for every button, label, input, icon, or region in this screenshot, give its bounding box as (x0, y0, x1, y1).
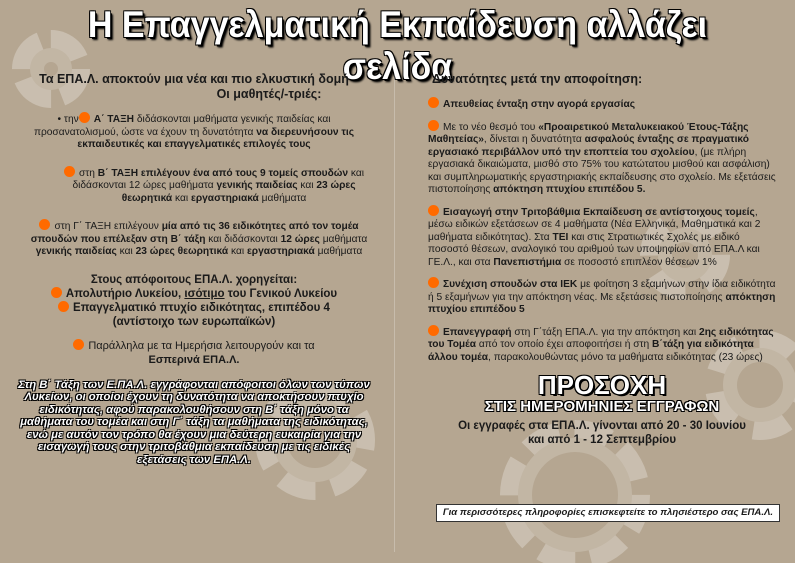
enrollment-dates-1: Οι εγγραφές στα ΕΠΑ.Λ. γίνονται από 20 - 30 Ιουνίου (458, 420, 746, 432)
bullet-icon (64, 166, 75, 177)
option-iek: Συνέχιση σπουδών στα ΙΕΚ με φοίτηση 3 εξαμήνων στην ίδια ειδικότητα ή 5 εξαμήνων για την απόκτηση νέας. Με εξετάσεις πιστοποίησης απόκτηση πτυχίου επιπέδου 5 (428, 279, 776, 315)
bullet-icon (79, 112, 90, 123)
graduates-diploma: Απολυτήριο Λυκείου, ισότιμο του Γενικού Λυκείου (18, 287, 370, 301)
bullet-icon (428, 97, 439, 108)
option-higher-education: Εισαγωγή στην Τριτοβάθμια Εκπαίδευση σε αντίστοιχους τομείς, μέσω ειδικών εξετάσεων σε 4 μαθήματα (Νέα Ελληνικά, Μαθηματικά και 2 μαθήματα ειδικότητας). Στα ΤΕΙ και στις Στρατιωτικές Σχολές με ειδικό ποσοστό θέσεων, αναλογικό του αριθμού των υποψηφίων από ΕΠΑ.Λ και ΓΕ.Λ., και στα Πανεπιστήμια σε ποσοστό επιπλέον θέσεων 1% (428, 206, 761, 268)
attention-block (428, 372, 776, 447)
bullet-icon (428, 325, 439, 336)
graduates-heading: Στους απόφοιτους ΕΠΑ.Λ. χορηγείται: (90, 273, 298, 286)
bullet-icon (428, 205, 439, 216)
parallel-block: Παράλληλα με τα Ημερήσια λειτουργούν και τα Εσπερινά ΕΠΑ.Λ. (18, 339, 370, 367)
grade-c-block: στη Γ΄ ΤΑΞΗ επιλέγουν μία από τις 36 ειδικότητες από τον τομέα σπουδών που επέλεξαν στη Β΄ τάξη και διδάσκονται 12 ώρες μαθήματα γενικής παιδείας και 23 ώρες θεωρητικά και εργαστηριακά μαθήματα (30, 221, 368, 257)
graduates-degree-note: (αντίστοιχο των ευρωπαϊκών) (112, 315, 276, 328)
right-heading: Δυνατότητες μετά την αποφοίτηση: (432, 72, 643, 86)
second-chance-text: Στη Β΄ Τάξη των Ε.ΠΑ.Λ. εγγράφονται απόφοιτοι όλων των τύπων Λυκείων, οι οποίοι έχουν τη δυνατότητα να αποκτήσουν πτυχίο ειδικότητας, αφού παρακολουθήσουν στη Β΄ τάξη μόνο τα μαθήματα του τομέα και στη Γ΄ τάξη τα μαθήματα της ειδικότητας, ενώ με αυτόν τον τρόπο θα έχουν μια δεύτερη ευκαιρία για την εισαγωγή τους στην τριτοβάθμια εκπαίδευση με τις ειδικές εξετάσεις των ΕΠΑ.Λ. (18, 378, 370, 466)
enrollment-dates-2: και από 1 - 12 Σεπτεμβρίου (527, 434, 677, 446)
option-reenrollment: Επανεγγραφή στη Γ΄τάξη ΕΠΑ.Λ. για την απόκτηση και 2ης ειδικότητας του Τομέα από τον οποίο έχει αποφοιτήσει ή στη Β΄τάξη για ειδικότητα άλλου τομέα, παρακολουθώντας μόνο τα μαθήματα ειδικότητας (23 ώρες) (428, 326, 774, 363)
footer-info: Για περισσότερες πληροφορίες επισκεφτείτε το πλησιέστερο σας ΕΠΑ.Λ. (436, 504, 780, 522)
attention-title: ΠΡΟΣΟΧΗ (537, 370, 667, 400)
grade-a-block: • την Α΄ ΤΑΞΗ διδάσκονται μαθήματα γενικής παιδείας και προσανατολισμού, ώστε να έχουν τη δυνατότητα να διερευνήσουν τις εκπαιδευτικές και επαγγελματικές επιλογές τους (33, 114, 355, 150)
option-apprenticeship: Με το νέο θεσμό του «Προαιρετικού Μεταλυκειακού Έτους-Τάξης Μαθητείας», δίνεται η δυνατότητα ασφαλούς ένταξης σε πραγματικό εργασιακό περιβάλλον υπό την εποπτεία του σχολείου, (με πλήρη εργασιακά δικαιώματα, μισθό στο 75% του κατώτατου μισθού και ασφάλιση) και συμπληρωματικής εργαστηριακής εκπαίδευσης στο σχολείο. Με εξετάσεις πιστοποίησης απόκτηση πτυχίου επιπέδου 5. (428, 121, 776, 195)
bullet-icon (73, 339, 84, 350)
column-divider (394, 62, 395, 552)
option-job-market: Απευθείας ένταξη στην αγορά εργασίας (428, 97, 776, 112)
bullet-icon (428, 277, 439, 288)
page-title: Η Επαγγελματική Εκπαίδευση αλλάζει σελίδα (87, 4, 708, 87)
right-column (428, 72, 776, 447)
bullet-icon (58, 301, 69, 312)
grade-b-block: στη Β΄ ΤΑΞΗ επιλέγουν ένα από τους 9 τομείς σπουδών και διδάσκονται 12 ώρες μαθήματα γενικής παιδείας και 23 ώρες θεωρητικά και εργαστηριακά μαθήματα (18, 166, 370, 206)
bullet-icon (51, 287, 62, 298)
bullet-icon (39, 219, 50, 230)
bullet-small: • (57, 114, 64, 125)
graduates-degree: Επαγγελματικό πτυχίο ειδικότητας, επιπέδου 4 (18, 301, 370, 315)
bullet-icon (428, 120, 439, 131)
intro-line-1: Τα ΕΠΑ.Λ. αποκτούν μια νέα και πιο ελκυστική δομή (39, 72, 349, 86)
intro-line-2: Οι μαθητές/-τριές: (216, 87, 322, 101)
attention-subtitle: ΣΤΙΣ ΗΜΕΡΟΜΗΝΙΕΣ ΕΓΓΡΑΦΩΝ (484, 398, 720, 415)
left-column (18, 72, 370, 466)
